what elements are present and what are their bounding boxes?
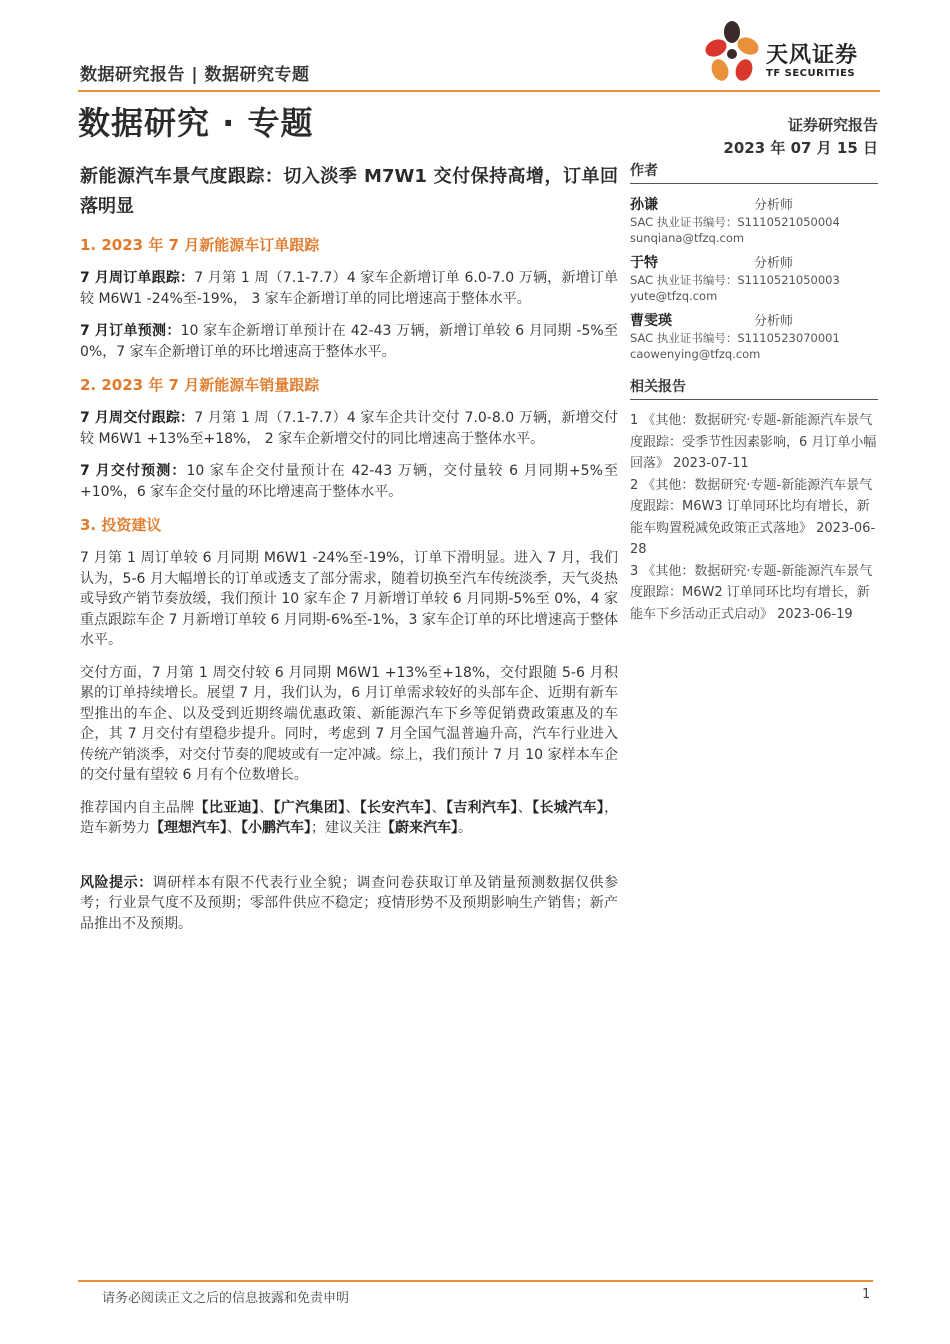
related-report-link[interactable]: 2 《其他：数据研究·专题-新能源汽车景气度跟踪：M6W3 订单同环比均有增长，新能车购置税减免政策正式落地》 2023-06-28	[630, 477, 876, 557]
author-cert: SAC 执业证书编号：S1110523070001	[630, 331, 840, 345]
brand-geely: 【吉利汽车】	[445, 799, 518, 816]
text-delivery-forecast: 10 家车企交付量预计在 42-43 万辆，交付量较 6 月同期+5%至+10%，6 家车企交付量的环比增速高于整体水平。	[80, 463, 618, 500]
label-order-forecast: 7 月订单预测：	[80, 323, 181, 339]
label-delivery-forecast: 7 月交付预测：	[80, 463, 187, 479]
author-card	[630, 252, 878, 304]
brand-changan: 【长安汽车】	[359, 799, 432, 816]
brand-gwm: 【长城汽车】	[532, 799, 605, 816]
separator: 、	[517, 799, 533, 816]
text-weekly-delivery: 7 月第 1 周（7.1-7.7）4 家车企共计交付 7.0-8.0 万辆，新增交付较 M6W1 +13%至+18%， 2 家车企新增交付的同比增速高于整体水平。	[80, 410, 618, 447]
brand-gac: 【广汽集团】	[273, 799, 346, 816]
page-title: 数据研究 · 专题	[78, 104, 314, 142]
text-order-forecast: 10 家车企新增订单预计在 42-43 万辆，新增订单较 6 月同期 -5%至 0%，7 家车企新增订单的环比增速高于整体水平。	[80, 323, 618, 360]
author-cert: SAC 执业证书编号：S1110521050004	[630, 215, 840, 229]
authors-heading: 作者	[630, 160, 878, 184]
text-weekly-orders: 7 月第 1 周（7.1-7.7）4 家车企新增订单 6.0-7.0 万辆，新增订单较 M6W1 -24%至-19%， 3 家车企新增订单的同比增速高于整体水平。	[80, 270, 618, 307]
section-heading-sales: 2. 2023 年 7 月新能源车销量跟踪	[80, 376, 320, 394]
label-risk: 风险提示：	[80, 874, 153, 891]
author-role: 分析师	[754, 256, 794, 271]
paragraph-risk	[80, 873, 618, 935]
report-date: 2023 年 07 月 15 日	[723, 139, 878, 157]
brand-nio: 【蔚来汽车】	[381, 820, 458, 836]
label-weekly-orders: 7 月周订单跟踪：	[80, 270, 195, 286]
paragraph-investment-orders: 7 月第 1 周订单较 6 月同期 M6W1 -24%至-19%，订单下滑明显。进入 7 月，我们认为，5-6 月大幅增长的订单或透支了部分需求，随着切换至汽车传统淡季，天气炎热或导致产销节奏放缓，我们预计 10 家车企 7 月新增订单较 6 月同期-5%至 0%，4 家重点跟踪车企 7 月新增订单较 6 月同期-6%至-1%，3 家车企订单的环比增速高于整体水平。	[80, 550, 618, 648]
author-cert: SAC 执业证书编号：S1110521050003	[630, 273, 840, 287]
author-email[interactable]: sunqiana@tfzq.com	[630, 231, 745, 245]
brand-byd: 【比亚迪】	[194, 799, 260, 816]
brand-lixiang: 【理想汽车】	[150, 820, 227, 836]
separator: 、	[259, 799, 274, 816]
footer-divider	[78, 1280, 873, 1282]
text-recommend-intro: 推荐国内自主品牌	[80, 799, 195, 816]
logo-wordmark-en: TF SECURITIES	[766, 68, 856, 79]
related-report-link[interactable]: 1 《其他：数据研究·专题-新能源汽车景气度跟踪：受季节性因素影响，6 月订单小幅回落》 2023-07-11	[630, 413, 877, 471]
related-report-link[interactable]: 3 《其他：数据研究·专题-新能源汽车景气度跟踪：M6W2 订单同环比均有增长，新能车下乡活动正式启动》 2023-06-19	[630, 563, 873, 622]
report-type: 证券研究报告	[787, 116, 878, 134]
company-logo	[700, 18, 890, 92]
separator: 、	[431, 799, 446, 816]
flower-logo-icon	[700, 18, 764, 92]
paragraph-weekly-orders	[80, 268, 618, 309]
author-card	[630, 310, 878, 362]
paragraph-order-forecast	[80, 321, 618, 362]
author-name: 于特	[630, 255, 658, 271]
author-email[interactable]: caowenying@tfzq.com	[630, 347, 761, 361]
section-heading-orders: 1. 2023 年 7 月新能源车订单跟踪	[80, 236, 320, 254]
section-heading-investment: 3. 投资建议	[80, 516, 162, 534]
separator: 、	[227, 820, 241, 836]
report-title: 新能源汽车景气度跟踪：切入淡季 M7W1 交付保持高增，订单回落明显	[80, 166, 618, 217]
paragraph-investment-delivery: 交付方面，7 月第 1 周交付较 6 月同期 M6W1 +13%至+18%，交付跟随 5-6 月积累的订单持续增长。展望 7 月，我们认为，6 月订单需求较好的头部车企、近期有新车型推出的车企、以及受到近期终端优惠政策、新能源汽车下乡等促销费政策惠及的车企，其 7 月交付有望稳步提升。同时，考虑到 7 月全国气温普遍升高，汽车行业进入传统产销淡季，对交付节奏的爬坡或有一定冲减。综上，我们预计 7 月 10 家样本车企的交付量有望较 6 月有个位数增长。	[80, 664, 618, 783]
paragraph-recommendations	[80, 798, 618, 839]
logo-wordmark-cn: 天风证券	[766, 43, 859, 68]
brand-xpeng: 【小鹏汽车】	[241, 820, 311, 836]
author-name: 曹雯瑛	[630, 313, 672, 329]
breadcrumb: 数据研究报告 | 数据研究专题	[80, 65, 310, 85]
footer-disclaimer: 请务必阅读正文之后的信息披露和免责申明	[102, 1291, 350, 1306]
text-period: 。	[458, 820, 472, 836]
text-new-forces: ，造车新势力	[80, 799, 619, 836]
sidebar	[630, 160, 878, 625]
author-role: 分析师	[754, 198, 794, 213]
related-reports-heading: 相关报告	[630, 376, 878, 400]
author-name: 孙谦	[630, 197, 658, 213]
text-risk: 调研样本有限不代表行业全貌；调查问卷获取订单及销量预测数据仅供参考；行业景气度不及预期；零部件供应不稳定；疫情形势不及预期影响生产销售；新产品推出不及预期。	[80, 874, 619, 932]
label-weekly-delivery: 7 月周交付跟踪：	[80, 410, 195, 426]
page-number: 1	[862, 1287, 871, 1302]
author-card	[630, 194, 878, 246]
paragraph-delivery-forecast	[80, 461, 618, 502]
text-suggest-watch: ；建议关注	[311, 820, 381, 836]
paragraph-weekly-delivery	[80, 408, 618, 449]
author-email[interactable]: yute@tfzq.com	[630, 289, 718, 303]
author-role: 分析师	[754, 314, 794, 329]
main-content	[80, 162, 618, 946]
separator: 、	[345, 799, 360, 816]
